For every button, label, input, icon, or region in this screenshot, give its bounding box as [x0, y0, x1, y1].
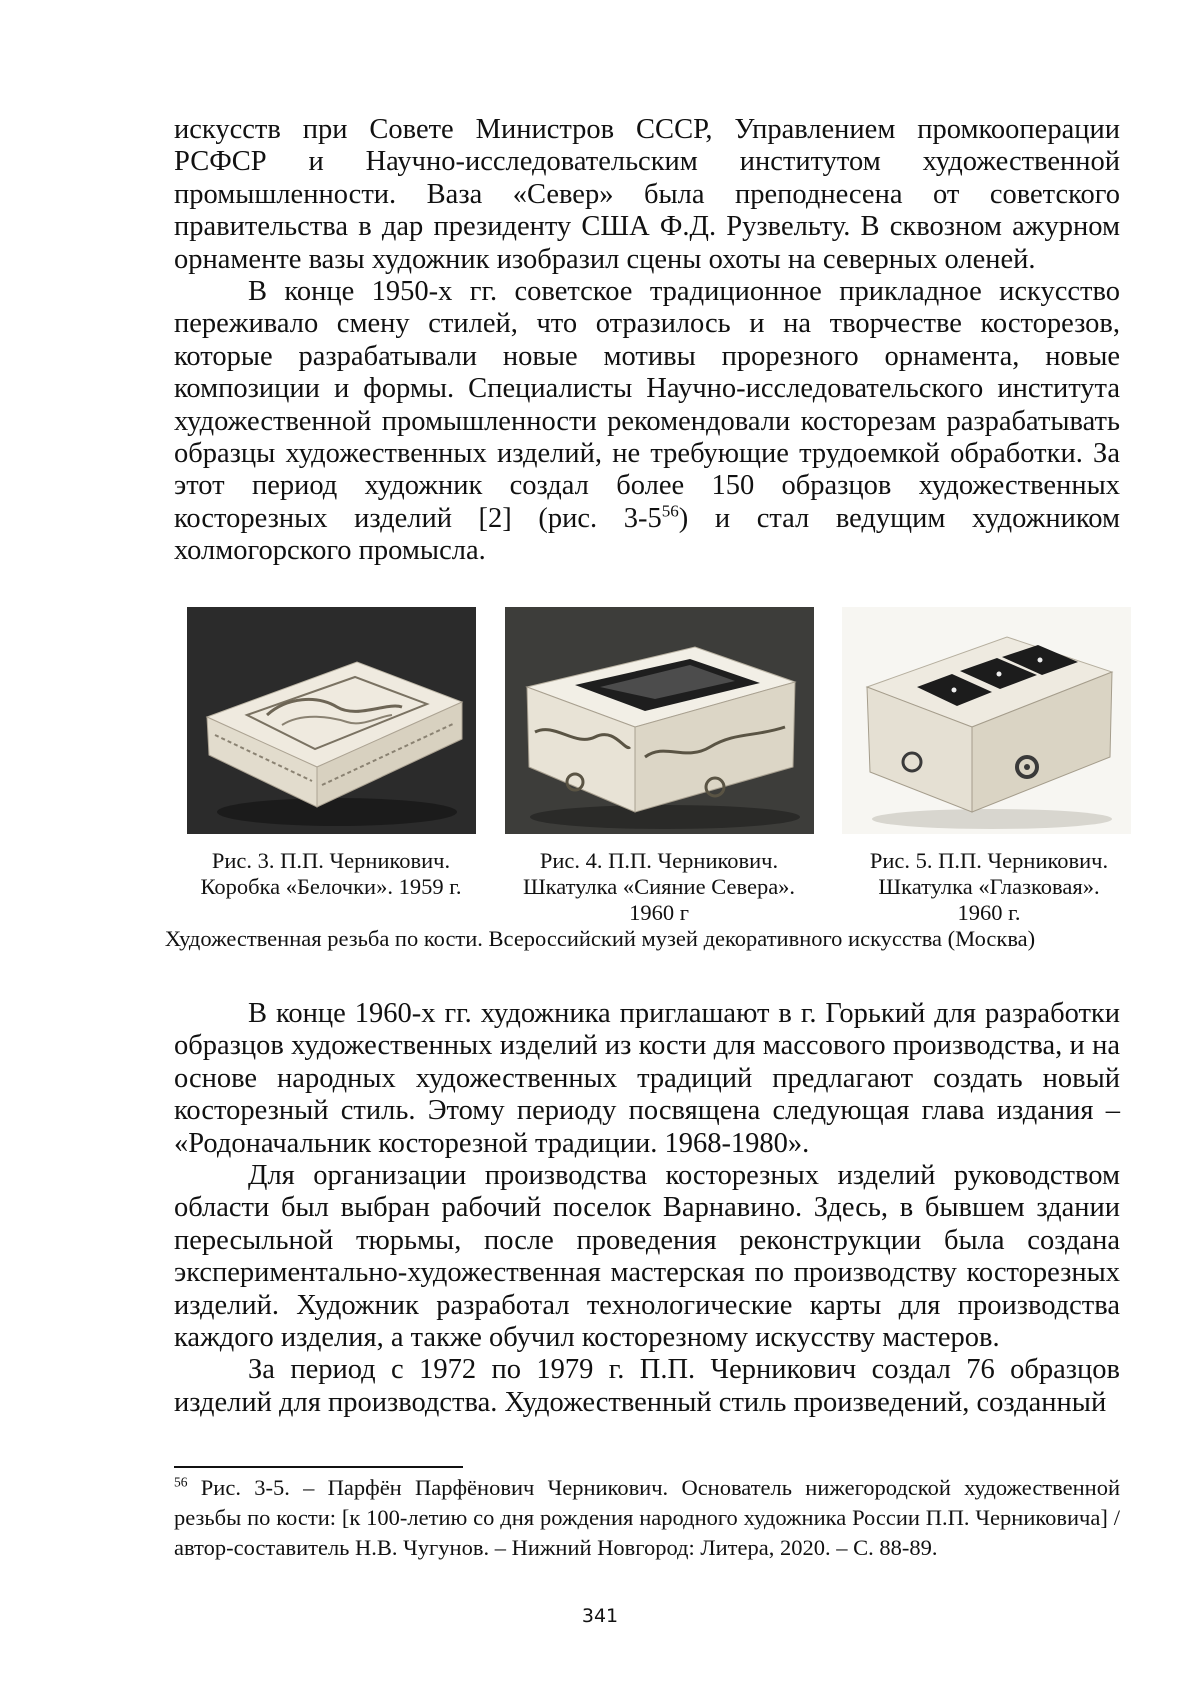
- paragraph: В конце 1960-х гг. художника приглашают в г. Горький для разработки образцов художественных изделий из кости для массового производства, и на основе народных художественных традиций предлагают создать новый косторезный стиль. Этому периоду посвящена следующая глава издания – «Родоначальник косторезной традиции. 1968-1980».: [174, 998, 1120, 1159]
- figure-3-photo: [187, 607, 476, 834]
- paragraph-with-footnote-ref: [174, 276, 1120, 568]
- caption-line: Шкатулка «Сияние Севера».: [522, 874, 796, 899]
- paragraph: За период с 1972 по 1979 г. П.П. Черникович создал 76 образцов изделий для производства. Художественный стиль произведений, созданный: [174, 1354, 1120, 1418]
- caption-line: Коробка «Белочки». 1959 г.: [200, 874, 462, 899]
- figure-4-caption: [499, 848, 819, 926]
- figure-4-photo: [505, 607, 814, 834]
- page-number: 341: [581, 1605, 619, 1627]
- footnote-marker: 56: [174, 1474, 188, 1490]
- figure-5-photo: [842, 607, 1131, 834]
- footnote-text: Рис. 3-5. – Парфён Парфёнович Черникович. Основатель нижегородской художественной резьбы по кости: [к 100-летию со дня рождения народного художника России П.П. Черниковича] / автор-составитель Н.В. Чугунов. – Нижний Новгород: Литера, 2020. – С. 88-89.: [174, 1475, 1120, 1560]
- caption-line: Рис. 4. П.П. Черникович.: [539, 848, 779, 873]
- caption-line: 1960 г: [629, 900, 689, 925]
- caption-line: Рис. 5. П.П. Черникович.: [869, 848, 1109, 873]
- bone-box-northern-lights-image: [505, 607, 814, 834]
- caption-line: Рис. 3. П.П. Черникович.: [211, 848, 451, 873]
- figure-5-caption: [840, 848, 1138, 926]
- paragraph: искусств при Совете Министров СССР, Управлением промкооперации РСФСР и Научно-исследовательским институтом художественной промышленности. Ваза «Север» была преподнесена от советского правительства в дар президенту США Ф.Д. Рузвельту. В сквозном ажурном орнаменте вазы художник изобразил сцены охоты на северных оленей.: [174, 114, 1120, 275]
- paragraph: Для организации производства косторезных изделий руководством области был выбран рабочий поселок Варнавино. Здесь, в бывшем здании пересыльной тюрьмы, после проведения реконструкции была создана экспериментально-художественная мастерская по производству косторезных изделий. Художник разработал технологические карты для производства каждого изделия, а также обучил косторезному искусству мастеров.: [174, 1160, 1120, 1354]
- figure-3-caption: [171, 848, 491, 900]
- bone-box-squirrels-image: [187, 607, 476, 834]
- footnote-reference: 56: [661, 501, 679, 521]
- museum-caption: Художественная резьба по кости. Всероссийский музей декоративного искусства (Москва): [164, 926, 1036, 951]
- top-text-block: [174, 114, 1120, 568]
- bottom-text-block: [174, 998, 1120, 1419]
- caption-line: Шкатулка «Глазковая».: [878, 874, 1100, 899]
- bone-box-eye-pattern-image: [842, 607, 1131, 834]
- footnote-divider: [174, 1466, 463, 1468]
- paragraph-text: ) и стал ведущим художником холмогорского промысла.: [174, 502, 1120, 567]
- caption-line: 1960 г.: [957, 900, 1021, 925]
- paragraph-text: В конце 1950-х гг. советское традиционное прикладное искусство переживало смену стилей, что отразилось и на творчестве косторезов, которые разрабатывали новые мотивы прорезного орнамента, новые композиции и формы. Специалисты Научно-исследовательского института художественной промышленности рекомендовали косторезам разрабатывать образцы художественных изделий, не требующие трудоемкой обработки. За этот период художник создал более 150 образцов художественных косторезных изделий [2] (рис. 3-5: [174, 276, 1120, 534]
- footnote: [174, 1473, 1120, 1563]
